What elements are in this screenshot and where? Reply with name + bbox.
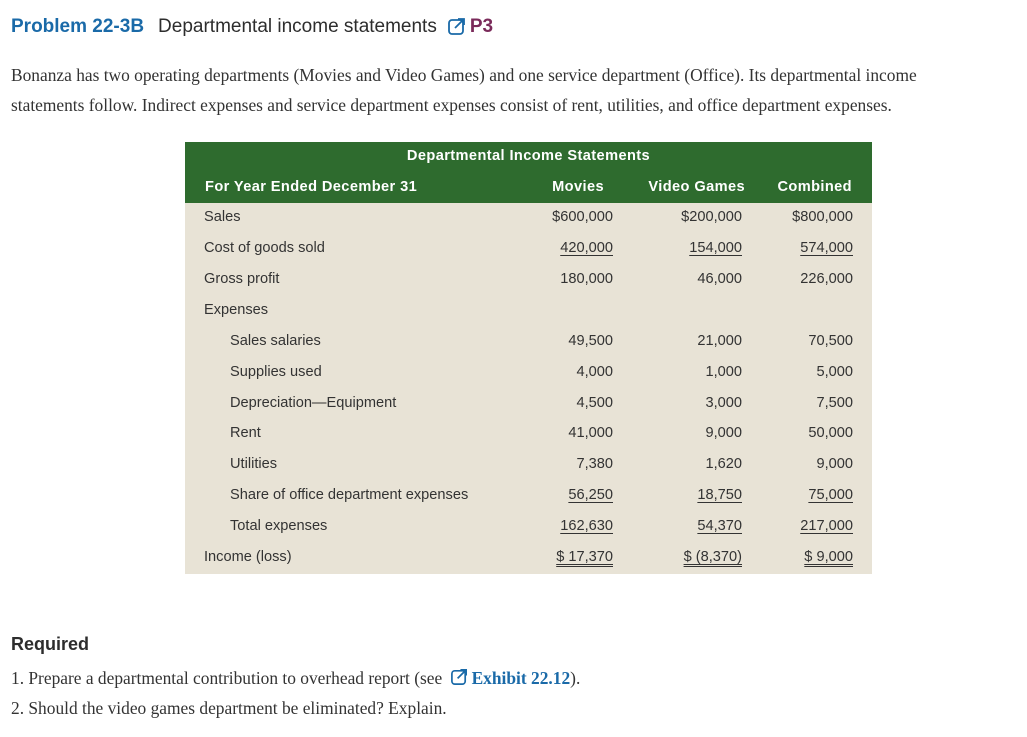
table-row xyxy=(185,265,872,296)
row-label: Sales salaries xyxy=(230,333,321,349)
required-item-1 xyxy=(11,665,580,689)
required-item-1-suffix: ). xyxy=(570,668,581,688)
video-games-value: 18,750 xyxy=(697,487,742,503)
table-row xyxy=(185,234,872,265)
table-row xyxy=(185,450,872,481)
problem-title: Departmental income statements xyxy=(158,16,437,37)
video-games-value: 46,000 xyxy=(697,271,742,287)
combined-value: 7,500 xyxy=(816,395,853,411)
table-row xyxy=(185,543,872,574)
table-row xyxy=(185,419,872,450)
combined-value: 75,000 xyxy=(808,487,853,503)
row-label: Supplies used xyxy=(230,364,322,380)
video-games-value: 21,000 xyxy=(697,333,742,349)
row-label: Expenses xyxy=(204,302,269,318)
combined-value: 5,000 xyxy=(816,364,853,380)
table-row xyxy=(185,327,872,358)
column-header-video-games: Video Games xyxy=(648,179,745,195)
problem-header xyxy=(11,12,493,42)
combined-value: 50,000 xyxy=(808,425,853,441)
video-games-value: 1,000 xyxy=(705,364,742,380)
combined-value: $ 9,000 xyxy=(804,549,853,565)
movies-value: 49,500 xyxy=(568,333,613,349)
intro-line-2: statements follow. Indirect expenses and service department expenses consist of rent, utilities, and office department expenses. xyxy=(11,95,892,115)
movies-value: 4,500 xyxy=(576,395,613,411)
row-label: Rent xyxy=(230,425,261,441)
movies-value: 162,630 xyxy=(560,518,613,534)
row-label: Utilities xyxy=(230,456,278,472)
row-label: Total expenses xyxy=(230,518,328,534)
table-row xyxy=(185,512,872,543)
row-label: Share of office department expenses xyxy=(230,487,469,503)
row-label: Income (loss) xyxy=(204,549,292,565)
external-link-icon[interactable] xyxy=(450,667,469,686)
learning-objective[interactable]: P3 xyxy=(469,16,494,37)
combined-value: 574,000 xyxy=(800,240,853,256)
required-item-2: 2. Should the video games department be eliminated? Explain. xyxy=(11,698,447,718)
movies-value: $ 17,370 xyxy=(556,549,613,565)
video-games-value: 154,000 xyxy=(689,240,742,256)
column-header-combined: Combined xyxy=(777,179,852,195)
combined-value: 70,500 xyxy=(808,333,853,349)
intro-line-1: Bonanza has two operating departments (Movies and Video Games) and one service department (Office). Its departmental income xyxy=(11,65,917,85)
combined-value: 9,000 xyxy=(816,456,853,472)
video-games-value: 9,000 xyxy=(705,425,742,441)
exhibit-link[interactable]: Exhibit 22.12 xyxy=(471,668,571,688)
problem-number: Problem 22-3B xyxy=(11,16,145,37)
table-header xyxy=(185,142,872,203)
movies-value: 420,000 xyxy=(560,240,613,256)
period-header: For Year Ended December 31 xyxy=(205,179,418,195)
row-label: Depreciation—Equipment xyxy=(230,395,397,411)
movies-value: 7,380 xyxy=(576,456,613,472)
income-statement-table xyxy=(185,142,872,574)
combined-value: $800,000 xyxy=(792,209,853,225)
table-title: Departmental Income Statements xyxy=(406,148,651,164)
column-header-movies: Movies xyxy=(552,179,604,195)
video-games-value: 1,620 xyxy=(705,456,742,472)
combined-value: 226,000 xyxy=(800,271,853,287)
row-label: Cost of goods sold xyxy=(204,240,325,256)
intro-paragraph xyxy=(11,60,1011,120)
movies-value: 4,000 xyxy=(576,364,613,380)
video-games-value: $ (8,370) xyxy=(683,549,742,565)
table-row xyxy=(185,203,872,234)
movies-value: $600,000 xyxy=(552,209,613,225)
table-row xyxy=(185,296,872,327)
table-row xyxy=(185,389,872,420)
video-games-value: 3,000 xyxy=(705,395,742,411)
movies-value: 56,250 xyxy=(568,487,613,503)
table-row xyxy=(185,481,872,512)
video-games-value: $200,000 xyxy=(681,209,742,225)
row-label: Sales xyxy=(204,209,241,225)
row-label: Gross profit xyxy=(204,271,280,287)
required-heading: Required xyxy=(11,634,90,654)
required-item-1-text: 1. Prepare a departmental contribution to overhead report (see xyxy=(11,668,443,688)
external-link-icon[interactable] xyxy=(447,16,467,36)
video-games-value: 54,370 xyxy=(697,518,742,534)
table-row xyxy=(185,358,872,389)
movies-value: 41,000 xyxy=(568,425,613,441)
movies-value: 180,000 xyxy=(560,271,613,287)
combined-value: 217,000 xyxy=(800,518,853,534)
